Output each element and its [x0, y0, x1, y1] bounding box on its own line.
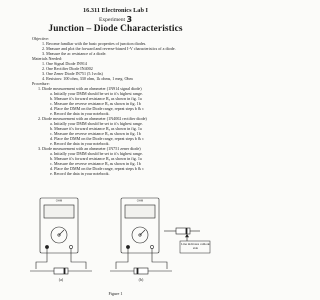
procedure-substep: d. Place the DMM on the Diode range, repeat steps b & c	[50, 106, 144, 111]
procedure-substep: b. Measure it's forward resistance Rₓ as shown in fig. 1a	[50, 156, 142, 161]
procedure-substep: e. Record the data in your notebook.	[50, 171, 110, 176]
meter-a-label: OHM	[55, 198, 63, 203]
figure-1b-label: (b)	[138, 277, 144, 282]
ohmmeter-b	[116, 198, 167, 269]
procedure-substep: d. Place the DMM on the Diode range, repeat steps b & c	[50, 136, 144, 141]
objective-heading: Objective:	[32, 36, 50, 41]
procedure-step-title: 1. Diode measurement with an ohmmeter (1N914 signal diode)	[38, 86, 142, 91]
procedure-substep: b. Measure it's forward resistance Rₓ as shown in fig. 1a	[50, 126, 142, 131]
procedure-substep: c. Measure the reverse resistance Rᵣ as shown in fig. 1b	[50, 131, 141, 136]
figure-1a-label: (a)	[58, 277, 64, 282]
procedure-heading: Procedure:	[32, 81, 50, 86]
ohmmeter-a	[36, 198, 86, 269]
material-item: 3. One Zener Diode IN751 (5.1volts)	[42, 71, 103, 76]
objective-item: 2. Measure and plot the forward and reverse-biased I-V characteristics of a diode.	[42, 46, 176, 51]
cathode-callout-text: Line indicates cathode side	[181, 242, 210, 250]
procedure-substep: d. Place the DMM on the Diode range, repeat steps b & c	[50, 166, 144, 171]
procedure-step-title: 3. Diode measurement with an ohmmeter (1N751 zener diode)	[38, 146, 141, 151]
procedure-substep: a. Initially your DMM should be set to it's highest range.	[50, 91, 143, 96]
document-title: Junction – Diode Characteristics	[48, 24, 183, 34]
diode-a	[30, 268, 92, 274]
experiment-word: Experiment	[98, 17, 126, 23]
procedure-substep: e. Record the data in your notebook.	[50, 111, 110, 116]
procedure-step-title: 2. Diode measurement with an ohmmeter (1N4002 rectifier diode)	[38, 116, 147, 121]
procedure-substep: b. Measure it's forward resistance Rₓ as shown in fig. 1a	[50, 96, 142, 101]
procedure-substep: a. Initially your DMM should be set to it's highest range.	[50, 121, 143, 126]
material-item: 2. One Rectifier Diode IN4002	[42, 66, 93, 71]
experiment-number: 3	[126, 15, 133, 24]
diode-b	[110, 268, 172, 274]
meter-b-label: OHM	[136, 198, 144, 203]
material-item: 1. One Signal Diode IN914	[42, 61, 87, 66]
material-item: 4. Resistors: 100 ohm, 330 ohm, 1k ohms, 1 meg. Ohm	[42, 76, 133, 81]
procedure-substep: c. Measure the reverse resistance Rᵣ as shown in fig. 1b	[50, 161, 141, 166]
procedure-substep: e. Record the data in your notebook.	[50, 141, 110, 146]
procedure-substep: a. Initially your DMM should be set to it's highest range.	[50, 151, 143, 156]
figure-caption: Figure 1	[108, 291, 123, 296]
materials-heading: Materials Needed:	[32, 56, 63, 61]
procedure-substep: c. Measure the reverse resistance Rᵣ as shown in fig. 1b	[50, 101, 141, 106]
objective-item: 1. Become familiar with the basic properties of junction diodes.	[42, 41, 147, 46]
objective-item: 3. Measure the ac resistance of a diode.	[42, 51, 107, 56]
course-title: 16.311 Electronics Lab I	[83, 7, 148, 14]
